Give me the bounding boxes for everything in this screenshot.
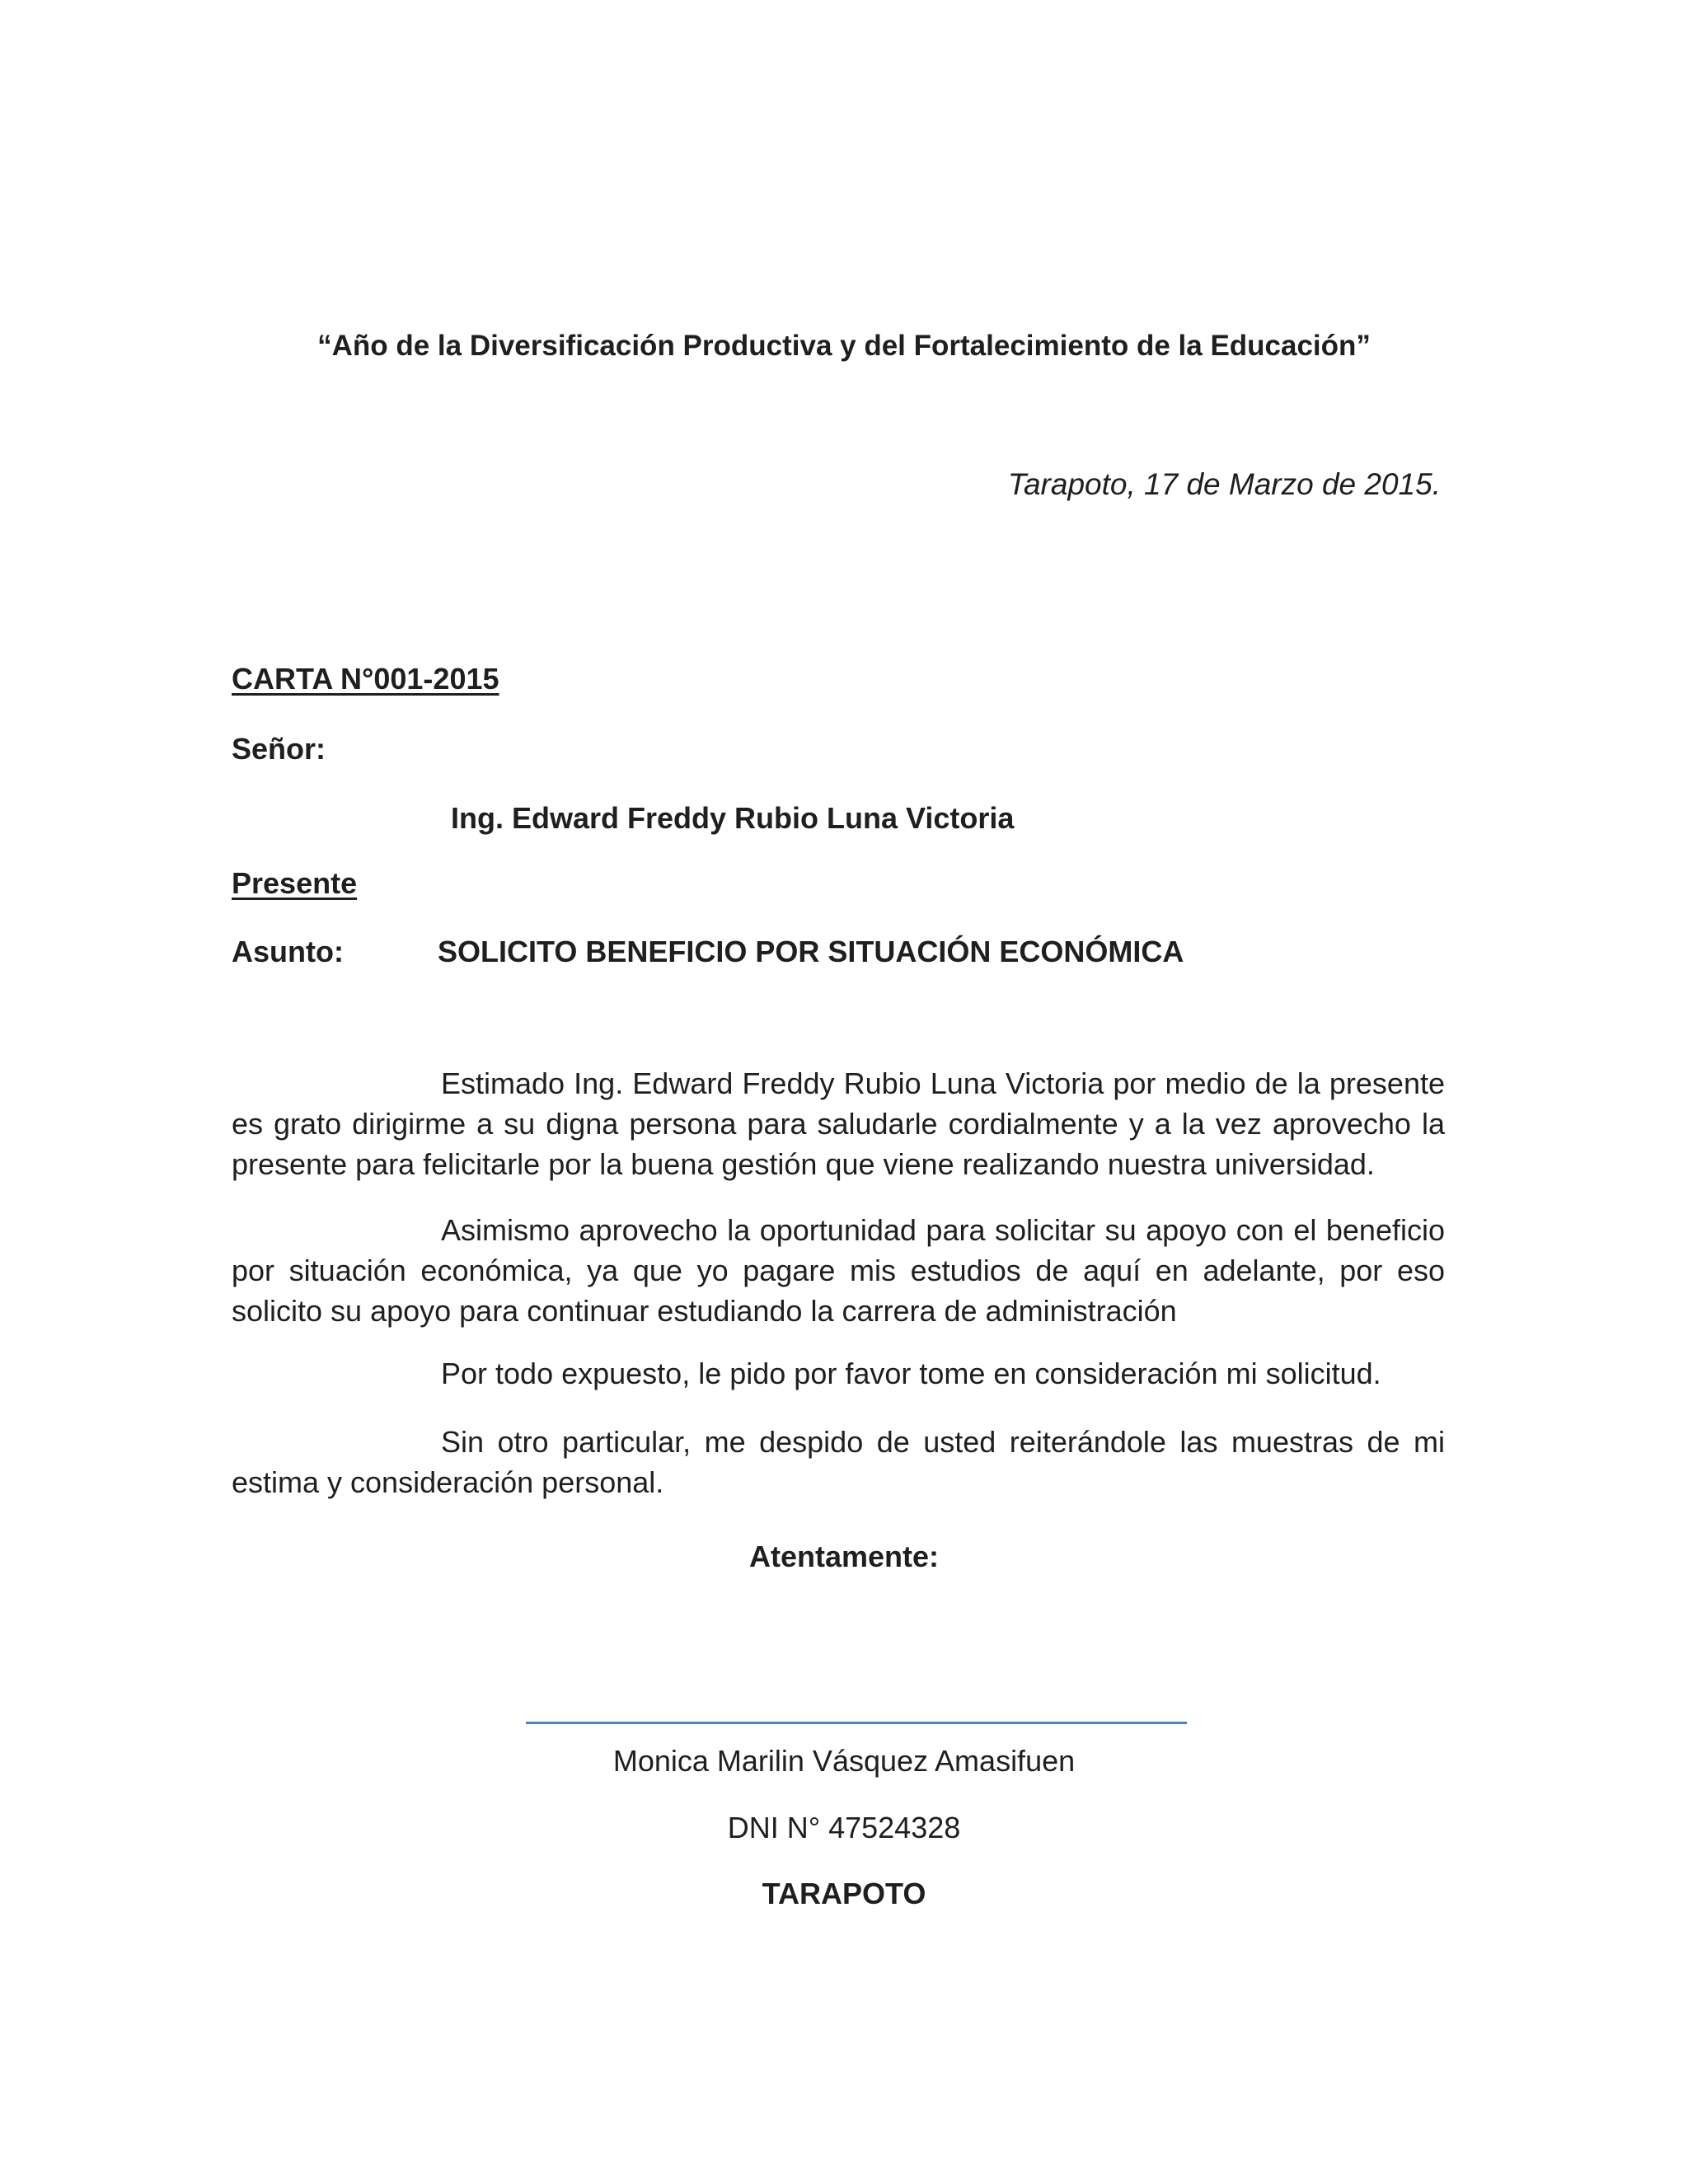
signer-name: Monica Marilin Vásquez Amasifuen: [612, 1744, 1076, 1778]
salutation-label: Señor:: [232, 732, 326, 766]
carta-number: CARTA N°001-2015: [232, 662, 499, 696]
signer-dni: DNI N° 47524328: [727, 1811, 961, 1844]
body-paragraph-3: Por todo expuesto, le pido por favor tome en consideración mi solicitud.: [441, 1357, 1381, 1390]
date-line: Tarapoto, 17 de Marzo de 2015.: [1007, 467, 1441, 501]
closing-text: Atentamente:: [748, 1540, 940, 1573]
recipient-name: Ing. Edward Freddy Rubio Luna Victoria: [451, 801, 1015, 835]
signer-city: TARAPOTO: [762, 1877, 926, 1910]
body-paragraph-1: Estimado Ing. Edward Freddy Rubio Luna Victoria por medio de la presente es grato dirigirme a su digna persona para saludarle cordialmente y a la vez aprovecho la presente para felicitarle por la buena gestión que viene realizando nuestra universidad.: [232, 1066, 1445, 1181]
year-motto-heading: “Año de la Diversificación Productiva y del Fortalecimiento de la Educación”: [317, 330, 1371, 362]
body-paragraph-4: Sin otro particular, me despido de usted reiterándole las muestras de mi estima y consideración personal.: [232, 1425, 1445, 1499]
presente-label: Presente: [232, 866, 358, 900]
body-paragraph-2: Asimismo aprovecho la oportunidad para solicitar su apoyo con el beneficio por situación económica, ya que yo pagare mis estudios de aquí en adelante, por eso solicito su apoyo para continuar estudiando la carrera de administración: [232, 1213, 1445, 1328]
signature-line: [526, 1722, 1187, 1724]
subject-text: SOLICITO BENEFICIO POR SITUACIÓN ECONÓMICA: [438, 935, 1184, 968]
subject-label: Asunto:: [232, 935, 344, 968]
